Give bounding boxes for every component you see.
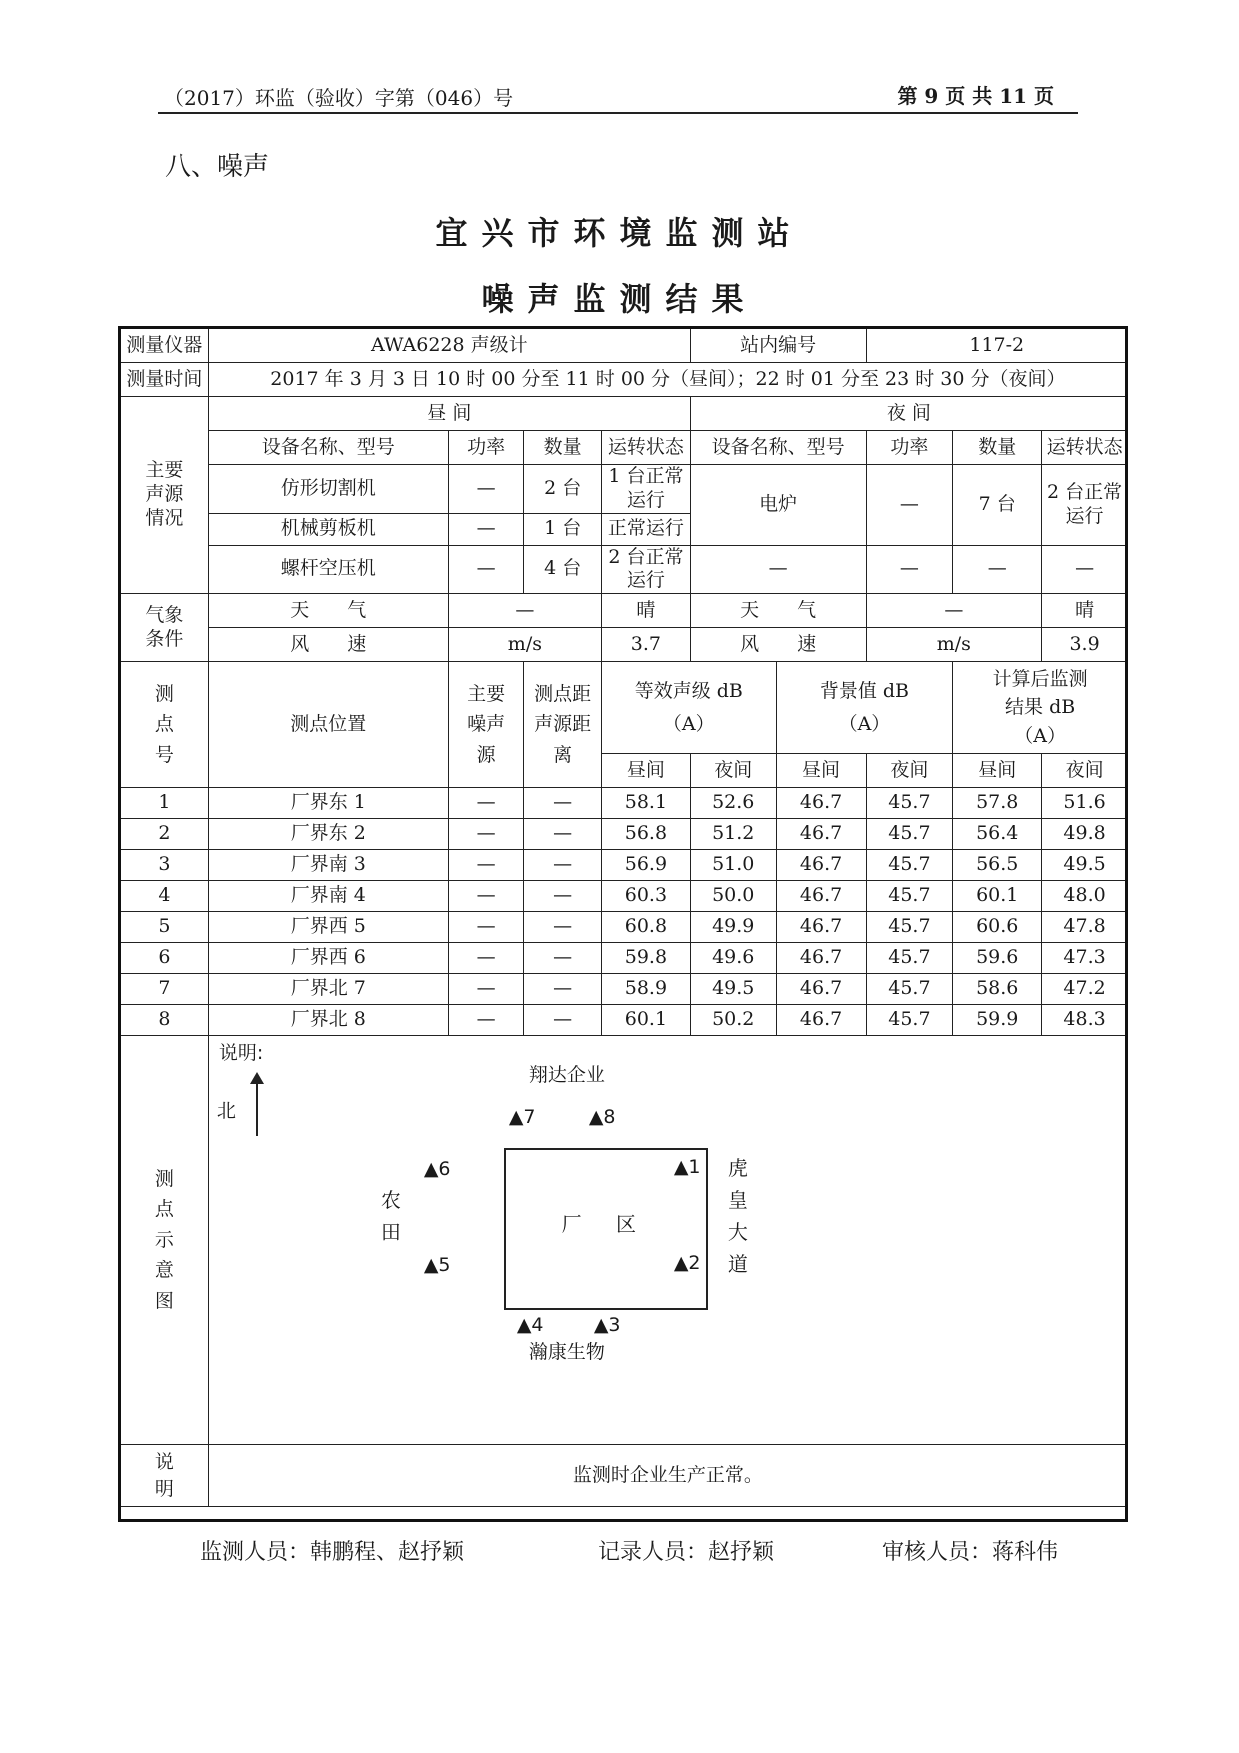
calc-night: 49.5 — [1042, 850, 1128, 881]
point-position: 厂界西 5 — [208, 912, 448, 943]
calc-night: 48.3 — [1042, 1005, 1128, 1036]
source-night-header: 夜 间 — [690, 397, 1127, 431]
weather-label-text: 气象条件 — [145, 603, 184, 650]
table-row — [121, 974, 1128, 1005]
col-power-night: 功率 — [866, 431, 953, 465]
hdr-calc-day: 昼间 — [953, 754, 1042, 788]
source-distance: — — [524, 974, 602, 1005]
east-neighbor: 虎皇大道 — [727, 1156, 748, 1276]
remark-text: 监测时企业生产正常。 — [208, 1445, 1127, 1507]
north-arrow-line — [256, 1080, 258, 1136]
calc-day: 56.5 — [953, 850, 1042, 881]
night-weather-label: 天 气 — [690, 594, 866, 628]
night-equip-qty: 7 台 — [953, 465, 1042, 546]
day-equip-power: — — [448, 545, 524, 594]
leq-night: 51.0 — [690, 850, 776, 881]
night-equip-status — [1042, 465, 1128, 546]
bg-night: 45.7 — [866, 788, 953, 819]
noise-table — [120, 328, 1128, 1507]
hdr-distance — [524, 662, 602, 788]
main-source: — — [448, 850, 524, 881]
hdr-main-source — [448, 662, 524, 788]
point-position: 厂界北 7 — [208, 974, 448, 1005]
table-row — [121, 850, 1128, 881]
hdr-calc — [953, 662, 1128, 754]
day-equip-name: 机械剪板机 — [208, 513, 448, 545]
bg-night: 45.7 — [866, 974, 953, 1005]
point-position: 厂界东 1 — [208, 788, 448, 819]
time-label: 测量时间 — [121, 363, 209, 397]
point-no: 2 — [121, 819, 209, 850]
day-equip-power: — — [448, 513, 524, 545]
night-equip-status: — — [1042, 545, 1128, 594]
table-row — [121, 1005, 1128, 1036]
leq-night: 49.5 — [690, 974, 776, 1005]
hdr-leq — [601, 662, 776, 754]
night-wind-label: 风 速 — [690, 628, 866, 662]
night-equip-power: — — [866, 545, 953, 594]
hdr-calc-night: 夜间 — [1042, 754, 1128, 788]
calc-night: 47.2 — [1042, 974, 1128, 1005]
document-number: （2017）环监（验收）字第（046）号 — [164, 86, 514, 110]
day-equip-status: 1 台正常运行 — [601, 465, 690, 514]
main-source: — — [448, 881, 524, 912]
source-distance: — — [524, 943, 602, 974]
source-distance: — — [524, 912, 602, 943]
calc-day: 60.1 — [953, 881, 1042, 912]
bg-day: 46.7 — [776, 912, 866, 943]
calc-day: 59.6 — [953, 943, 1042, 974]
col-name-night: 设备名称、型号 — [690, 431, 866, 465]
monitor-signature: 监测人员：韩鹏程、赵抒颖 — [200, 1540, 465, 1565]
point-6-marker: ▲6 — [423, 1158, 451, 1180]
hdr-leq-text: 等效声级 dB（A） — [634, 680, 743, 735]
hdr-bg-day: 昼间 — [776, 754, 866, 788]
night-wind-value: 3.9 — [1042, 628, 1128, 662]
source-distance: — — [524, 881, 602, 912]
day-equip-qty: 1 台 — [524, 513, 602, 545]
day-wind-value: 3.7 — [601, 628, 690, 662]
calc-night: 51.6 — [1042, 788, 1128, 819]
bg-night: 45.7 — [866, 1005, 953, 1036]
leq-day: 58.1 — [601, 788, 690, 819]
recorder-signature: 记录人员：赵抒颖 — [598, 1540, 775, 1565]
north-label: 北 — [216, 1100, 236, 1122]
day-equip-status: 正常运行 — [601, 513, 690, 545]
diagram-cell — [208, 1036, 1127, 1445]
bg-night: 45.7 — [866, 819, 953, 850]
leq-day: 60.3 — [601, 881, 690, 912]
day-wind-unit: m/s — [448, 628, 601, 662]
point-position: 厂界北 8 — [208, 1005, 448, 1036]
main-source: — — [448, 974, 524, 1005]
bg-night: 45.7 — [866, 912, 953, 943]
source-day-header: 昼 间 — [208, 397, 690, 431]
night-wind-unit: m/s — [866, 628, 1042, 662]
col-power-day: 功率 — [448, 431, 524, 465]
point-7-marker: ▲7 — [508, 1106, 536, 1128]
instrument-label: 测量仪器 — [121, 329, 209, 363]
calc-night: 47.8 — [1042, 912, 1128, 943]
leq-night: 50.2 — [690, 1005, 776, 1036]
bg-night: 45.7 — [866, 850, 953, 881]
day-weather-value: 晴 — [601, 594, 690, 628]
point-no: 7 — [121, 974, 209, 1005]
calc-night: 48.0 — [1042, 881, 1128, 912]
calc-day: 57.8 — [953, 788, 1042, 819]
diagram-label-text: 测点示意图 — [154, 1168, 174, 1312]
reviewer-signature: 审核人员：蒋科伟 — [882, 1540, 1059, 1565]
day-equip-name: 螺杆空压机 — [208, 545, 448, 594]
col-status-day: 运转状态 — [601, 431, 690, 465]
section-heading: 八、噪声 — [165, 152, 270, 182]
point-position: 厂界南 3 — [208, 850, 448, 881]
org-title: 宜兴市环境监测站 — [435, 214, 804, 252]
point-4-marker: ▲4 — [516, 1314, 544, 1336]
bg-day: 46.7 — [776, 881, 866, 912]
source-distance: — — [524, 850, 602, 881]
point-no: 1 — [121, 788, 209, 819]
hdr-bg — [776, 662, 953, 754]
night-equip-status-text: 2 台正常运行 — [1046, 481, 1123, 527]
report-title: 噪声监测结果 — [481, 280, 758, 318]
leq-day: 60.8 — [601, 912, 690, 943]
day-weather-unit: — — [448, 594, 601, 628]
hdr-position: 测点位置 — [208, 662, 448, 788]
day-equip-qty: 2 台 — [524, 465, 602, 514]
north-neighbor: 翔达企业 — [528, 1064, 605, 1086]
hdr-point-no-text: 测点号 — [154, 682, 174, 766]
point-position: 厂界东 2 — [208, 819, 448, 850]
hdr-main-source-text: 主要噪声源 — [467, 682, 506, 766]
leq-day: 60.1 — [601, 1005, 690, 1036]
hdr-distance-text: 测点距声源距离 — [534, 682, 592, 766]
leq-day: 56.9 — [601, 850, 690, 881]
point-3-marker: ▲3 — [593, 1314, 621, 1336]
bg-day: 46.7 — [776, 943, 866, 974]
main-source: — — [448, 912, 524, 943]
night-weather-value: 晴 — [1042, 594, 1128, 628]
hdr-leq-night: 夜间 — [690, 754, 776, 788]
source-label-text: 主要声源情况 — [145, 459, 184, 529]
leq-night: 51.2 — [690, 819, 776, 850]
table-row — [121, 912, 1128, 943]
point-no: 3 — [121, 850, 209, 881]
day-equip-status: 2 台正常运行 — [601, 545, 690, 594]
leq-night: 52.6 — [690, 788, 776, 819]
leq-day: 56.8 — [601, 819, 690, 850]
leq-day: 58.9 — [601, 974, 690, 1005]
document-header — [158, 78, 1078, 114]
col-qty-night: 数量 — [953, 431, 1042, 465]
diagram-label — [121, 1036, 209, 1445]
hdr-bg-night: 夜间 — [866, 754, 953, 788]
west-neighbor: 农田 — [380, 1188, 401, 1244]
night-equip-qty: — — [953, 545, 1042, 594]
south-neighbor: 瀚康生物 — [528, 1341, 605, 1363]
night-equip-name: 电炉 — [690, 465, 866, 546]
calc-night: 49.8 — [1042, 819, 1128, 850]
remark-label — [121, 1445, 209, 1507]
bg-night: 45.7 — [866, 943, 953, 974]
hdr-leq-day: 昼间 — [601, 754, 690, 788]
calc-night: 47.3 — [1042, 943, 1128, 974]
diagram-note-label: 说明: — [218, 1042, 264, 1064]
table-row — [121, 943, 1128, 974]
leq-day: 59.8 — [601, 943, 690, 974]
day-equip-qty: 4 台 — [524, 545, 602, 594]
time-value: 2017 年 3 月 3 日 10 时 00 分至 11 时 00 分（昼间）；22 时 01 分至 23 时 30 分（夜间） — [208, 363, 1127, 397]
night-equip-power: — — [866, 465, 953, 546]
point-no: 6 — [121, 943, 209, 974]
bg-night: 45.7 — [866, 881, 953, 912]
site-diagram — [209, 1036, 1127, 1444]
leq-night: 50.0 — [690, 881, 776, 912]
day-weather-label: 天 气 — [208, 594, 448, 628]
night-equip-name: — — [690, 545, 866, 594]
point-no: 8 — [121, 1005, 209, 1036]
page-info: 第 9 页 共 11 页 — [897, 84, 1054, 108]
calc-day: 56.4 — [953, 819, 1042, 850]
day-equip-power: — — [448, 465, 524, 514]
night-weather-unit: — — [866, 594, 1042, 628]
hdr-point-no — [121, 662, 209, 788]
hdr-bg-text: 背景值 dB（A） — [819, 680, 910, 735]
table-row — [121, 819, 1128, 850]
station-label: 站内编号 — [690, 329, 866, 363]
col-status-night: 运转状态 — [1042, 431, 1128, 465]
source-distance: — — [524, 1005, 602, 1036]
calc-day: 60.6 — [953, 912, 1042, 943]
bg-day: 46.7 — [776, 819, 866, 850]
col-qty-day: 数量 — [524, 431, 602, 465]
main-source: — — [448, 943, 524, 974]
leq-night: 49.6 — [690, 943, 776, 974]
source-distance: — — [524, 819, 602, 850]
source-label — [121, 397, 209, 594]
main-source: — — [448, 1005, 524, 1036]
main-source: — — [448, 788, 524, 819]
point-8-marker: ▲8 — [588, 1106, 616, 1128]
bg-day: 46.7 — [776, 850, 866, 881]
station-value: 117-2 — [866, 329, 1128, 363]
table-row — [121, 881, 1128, 912]
point-5-marker: ▲5 — [423, 1254, 451, 1276]
weather-label — [121, 594, 209, 662]
leq-night: 49.9 — [690, 912, 776, 943]
factory-label: 厂 区 — [561, 1212, 650, 1236]
calc-day: 58.6 — [953, 974, 1042, 1005]
calc-day: 59.9 — [953, 1005, 1042, 1036]
remark-label-text: 说明 — [154, 1450, 174, 1500]
bg-day: 46.7 — [776, 1005, 866, 1036]
day-equip-name: 仿形切割机 — [208, 465, 448, 514]
hdr-calc-text: 计算后监测结果 dB（A） — [992, 667, 1088, 747]
point-2-marker: ▲2 — [673, 1252, 701, 1274]
main-source: — — [448, 819, 524, 850]
source-distance: — — [524, 788, 602, 819]
bg-day: 46.7 — [776, 788, 866, 819]
table-row — [121, 788, 1128, 819]
col-name-day: 设备名称、型号 — [208, 431, 448, 465]
point-no: 4 — [121, 881, 209, 912]
point-position: 厂界南 4 — [208, 881, 448, 912]
point-position: 厂界西 6 — [208, 943, 448, 974]
bg-day: 46.7 — [776, 974, 866, 1005]
point-1-marker: ▲1 — [673, 1156, 701, 1178]
point-no: 5 — [121, 912, 209, 943]
day-wind-label: 风 速 — [208, 628, 448, 662]
instrument-value: AWA6228 声级计 — [208, 329, 690, 363]
